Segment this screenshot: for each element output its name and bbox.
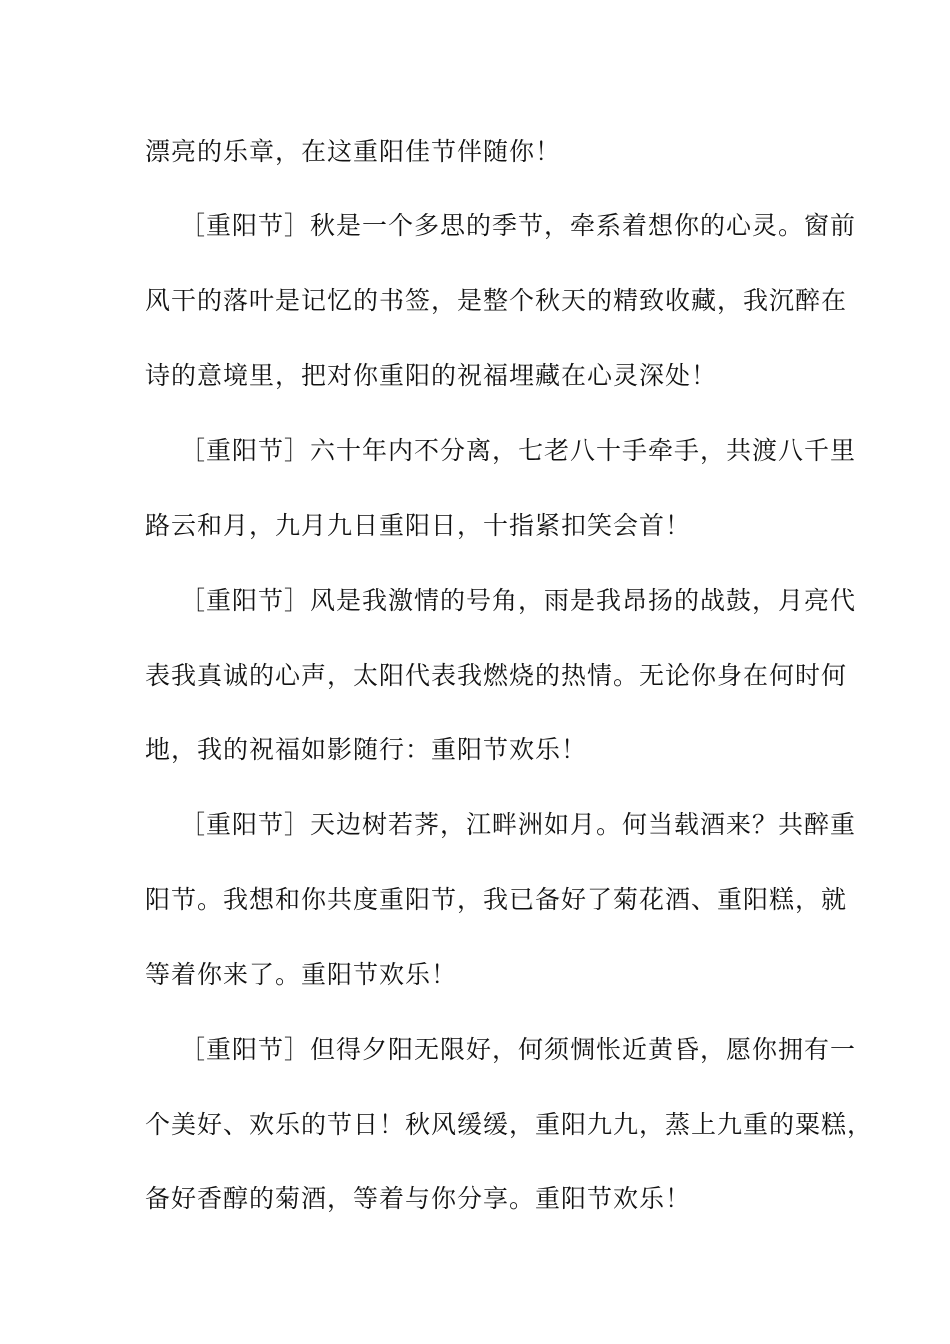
text-line: 阳节。我想和你共度重阳节，我已备好了菊花酒、重阳糕，就 bbox=[145, 885, 848, 914]
text-line: 地，我的祝福如影随行：重阳节欢乐！ bbox=[145, 735, 588, 764]
text-line: 路云和月，九月九日重阳日，十指紧扣笑会首！ bbox=[145, 511, 692, 540]
paragraph-start-line: ［重阳节］秋是一个多思的季节，牵系着想你的心灵。窗前 bbox=[180, 211, 857, 240]
paragraph-start-line: ［重阳节］风是我激情的号角，雨是我昂扬的战鼓，月亮代 bbox=[180, 586, 857, 615]
text-line: 等着你来了。重阳节欢乐！ bbox=[145, 960, 458, 989]
text-line: 风干的落叶是记忆的书签，是整个秋天的精致收藏，我沉醉在 bbox=[145, 286, 848, 315]
text-line: 漂亮的乐章，在这重阳佳节伴随你！ bbox=[145, 137, 562, 166]
text-line: 表我真诚的心声，太阳代表我燃烧的热情。无论你身在何时何 bbox=[145, 661, 848, 690]
paragraph-start-line: ［重阳节］天边树若荠，江畔洲如月。何当载酒来？共醉重 bbox=[180, 810, 857, 839]
text-line: 个美好、欢乐的节日！秋风缓缓，重阳九九，蒸上九重的粟糕， bbox=[145, 1110, 874, 1139]
text-line: 备好香醇的菊酒，等着与你分享。重阳节欢乐！ bbox=[145, 1184, 692, 1213]
paragraph-start-line: ［重阳节］但得夕阳无限好，何须惆怅近黄昏，愿你拥有一 bbox=[180, 1035, 857, 1064]
paragraph-start-line: ［重阳节］六十年内不分离，七老八十手牵手，共渡八千里 bbox=[180, 436, 857, 465]
text-line: 诗的意境里，把对你重阳的祝福埋藏在心灵深处！ bbox=[145, 361, 718, 390]
